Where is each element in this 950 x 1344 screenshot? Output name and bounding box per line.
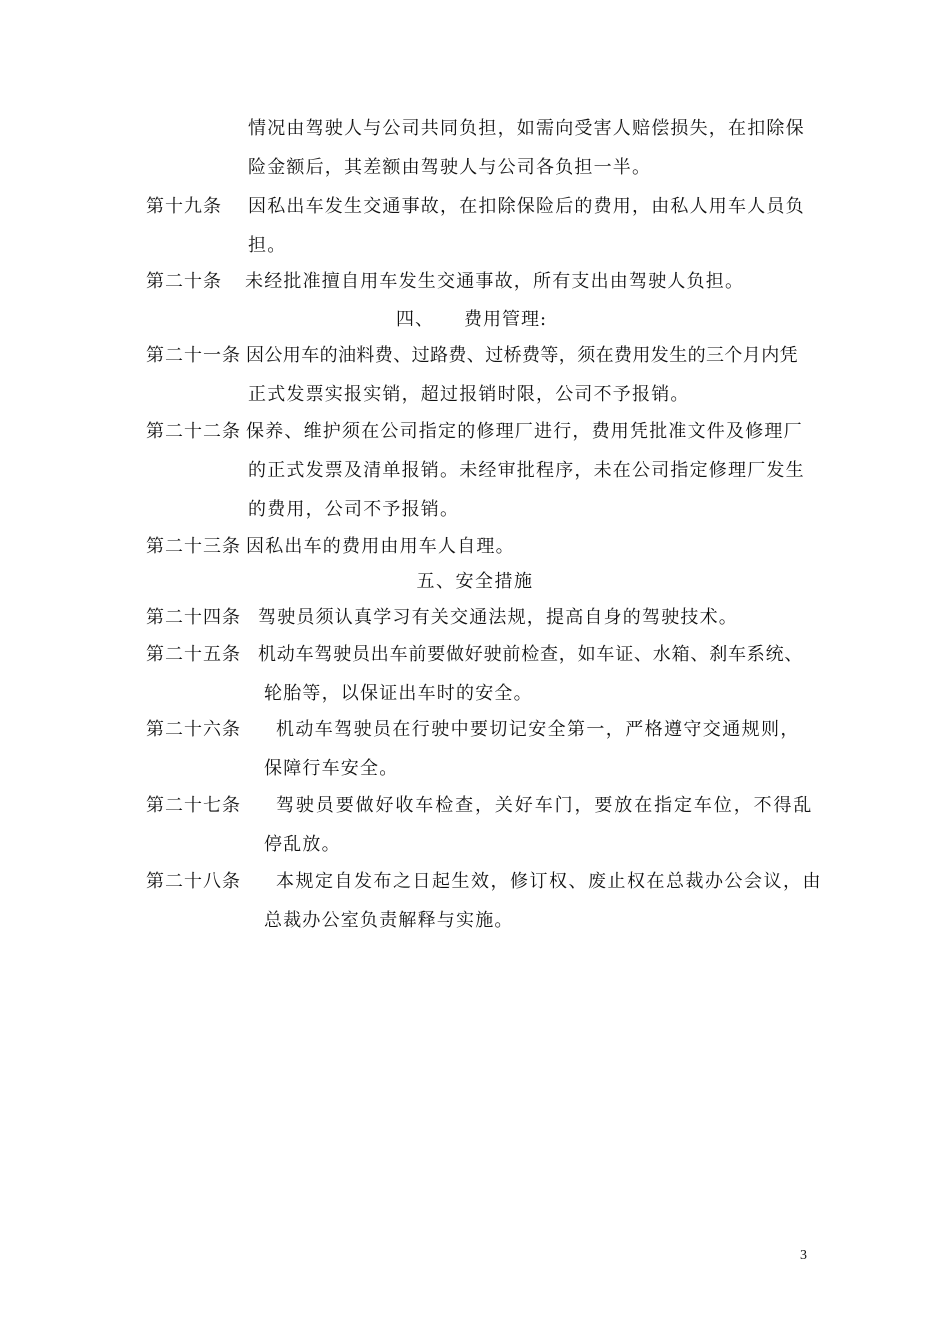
article-21-line-2: 正式发票实报实销，超过报销时限，公司不予报销。 [248,384,690,405]
article-26-line-2: 保障行车安全。 [264,758,399,779]
article-27-line-2: 停乱放。 [264,834,341,855]
article-19-line-1: 因私出车发生交通事故，在扣除保险后的费用，由私人用车人员负 [248,196,805,217]
article-22-label: 第二十二条 [146,421,241,442]
continuation-line-1: 情况由驾驶人与公司共同负担，如需向受害人赔偿损失，在扣除保 [248,118,805,139]
continuation-line-2: 险金额后，其差额由驾驶人与公司各负担一半。 [248,157,652,178]
article-21-label: 第二十一条 [146,345,241,366]
article-27-line-1: 驾驶员要做好收车检查，关好车门，要放在指定车位，不得乱 [276,795,814,816]
article-22-line-2: 的正式发票及清单报销。未经审批程序，未在公司指定修理厂发生 [248,460,805,481]
article-27-label: 第二十七条 [146,795,241,816]
section-5-title: 五、安全措施 [416,571,534,592]
article-25-line-1: 机动车驾驶员出车前要做好驶前检查，如车证、水箱、刹车系统、 [258,644,804,665]
article-26-line-1: 机动车驾驶员在行驶中要切记安全第一，严格遵守交通规则， [276,719,800,740]
article-25-line-2: 轮胎等，以保证出车时的安全。 [264,683,533,704]
article-19-label: 第十九条 [146,196,222,217]
article-26-label: 第二十六条 [146,719,241,740]
page-number: 3 [800,1248,807,1263]
section-4-number: 四、 [396,309,434,330]
article-28-label: 第二十八条 [146,871,241,892]
article-23-line-1: 因私出车的费用由用车人自理。 [246,536,515,557]
article-20-label: 第二十条 [146,271,222,292]
article-22-line-1: 保养、维护须在公司指定的修理厂进行，费用凭批准文件及修理厂 [246,421,803,442]
article-25-label: 第二十五条 [146,644,241,665]
article-28-line-2: 总裁办公室负责解释与实施。 [264,910,514,931]
article-20-line-1: 未经批准擅自用车发生交通事故，所有支出由驾驶人负担。 [245,271,745,292]
article-24-label: 第二十四条 [146,607,241,628]
article-28-line-1: 本规定自发布之日起生效，修订权、废止权在总裁办公会议，由 [276,871,822,892]
article-22-line-3: 的费用，公司不予报销。 [248,499,460,520]
article-23-label: 第二十三条 [146,536,241,557]
article-24-line-1: 驾驶员须认真学习有关交通法规，提高自身的驾驶技术。 [258,607,738,628]
article-21-line-1: 因公用车的油料费、过路费、过桥费等，须在费用发生的三个月内凭 [246,345,798,366]
article-19-line-2: 担。 [248,235,287,256]
section-4-title: 费用管理: [464,309,548,330]
